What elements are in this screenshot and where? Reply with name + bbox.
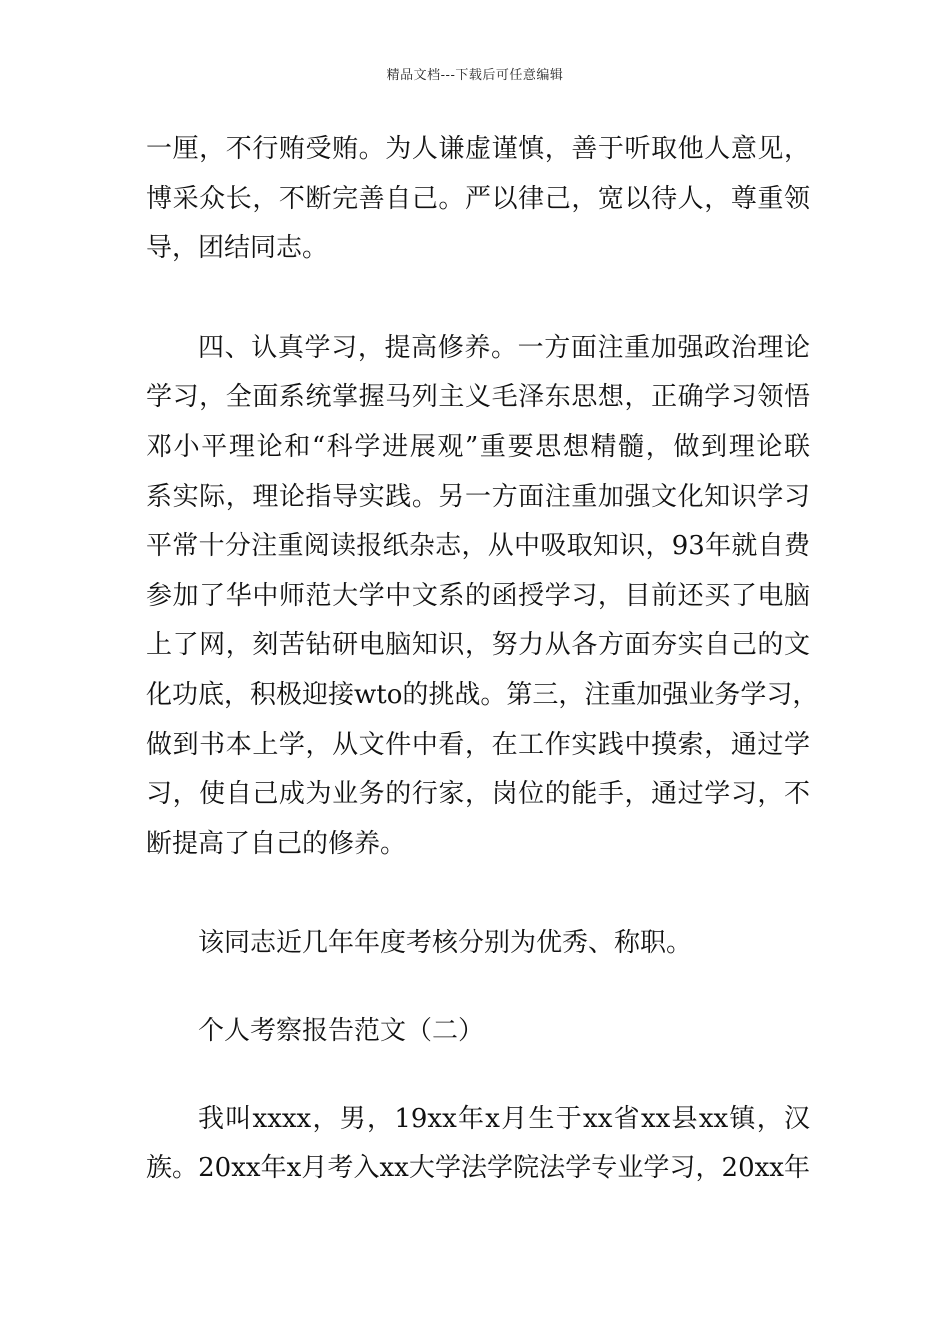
paragraph-1 <box>146 125 810 274</box>
text-line: 上了网，刻苦钻研电脑知识，努力从各方面夯实自己的文 <box>146 630 810 661</box>
text-line: 邓小平理论和“科学进展观”重要思想精髓，做到理论联 <box>146 431 810 462</box>
paragraph-2 <box>146 324 819 870</box>
text-line: 系实际，理论指导实践。另一方面注重加强文化知识学习 <box>146 481 810 512</box>
text-line: 我叫xxxx，男，19xx年x月生于xx省xx县xx镇，汉 <box>198 1103 810 1134</box>
document-body <box>146 125 819 1244</box>
text-line: 学习，全面系统掌握马列主义毛泽东思想，正确学习领悟 <box>146 382 810 413</box>
text-line: 四、认真学习，提高修养。一方面注重加强政治理论 <box>198 332 810 363</box>
section-heading <box>146 1007 810 1057</box>
text-line: 做到书本上学，从文件中看，在工作实践中摸索，通过学 <box>146 729 810 760</box>
text-line: 该同志近几年年度考核分别为优秀、称职。 <box>198 928 693 959</box>
text-line: 参加了华中师范大学中文系的函授学习，目前还买了电脑 <box>146 580 810 611</box>
text-line: 断提高了自己的修养。 <box>146 828 407 859</box>
section-title: 个人考察报告范文（二） <box>198 1015 485 1046</box>
text-line: 族。20xx年x月考入xx大学法学院法学专业学习，20xx年 <box>146 1153 810 1184</box>
text-line: 化功底，积极迎接wto的挑战。第三，注重加强业务学习， <box>146 679 819 710</box>
paragraph-5 <box>146 1095 810 1194</box>
text-line: 博采众长，不断完善自己。严以律己，宽以待人，尊重领 <box>146 183 810 214</box>
text-line: 平常十分注重阅读报纸杂志，从中吸取知识，93年就自费 <box>146 531 810 562</box>
text-line: 一厘，不行贿受贿。为人谦虚谨慎，善于听取他人意见， <box>146 134 810 164</box>
paragraph-3 <box>146 919 810 969</box>
text-line: 导，团结同志。 <box>146 233 329 264</box>
page-header: 精品文档---下载后可任意编辑 <box>386 68 564 83</box>
text-line: 习，使自己成为业务的行家，岗位的能手，通过学习，不 <box>146 779 810 810</box>
